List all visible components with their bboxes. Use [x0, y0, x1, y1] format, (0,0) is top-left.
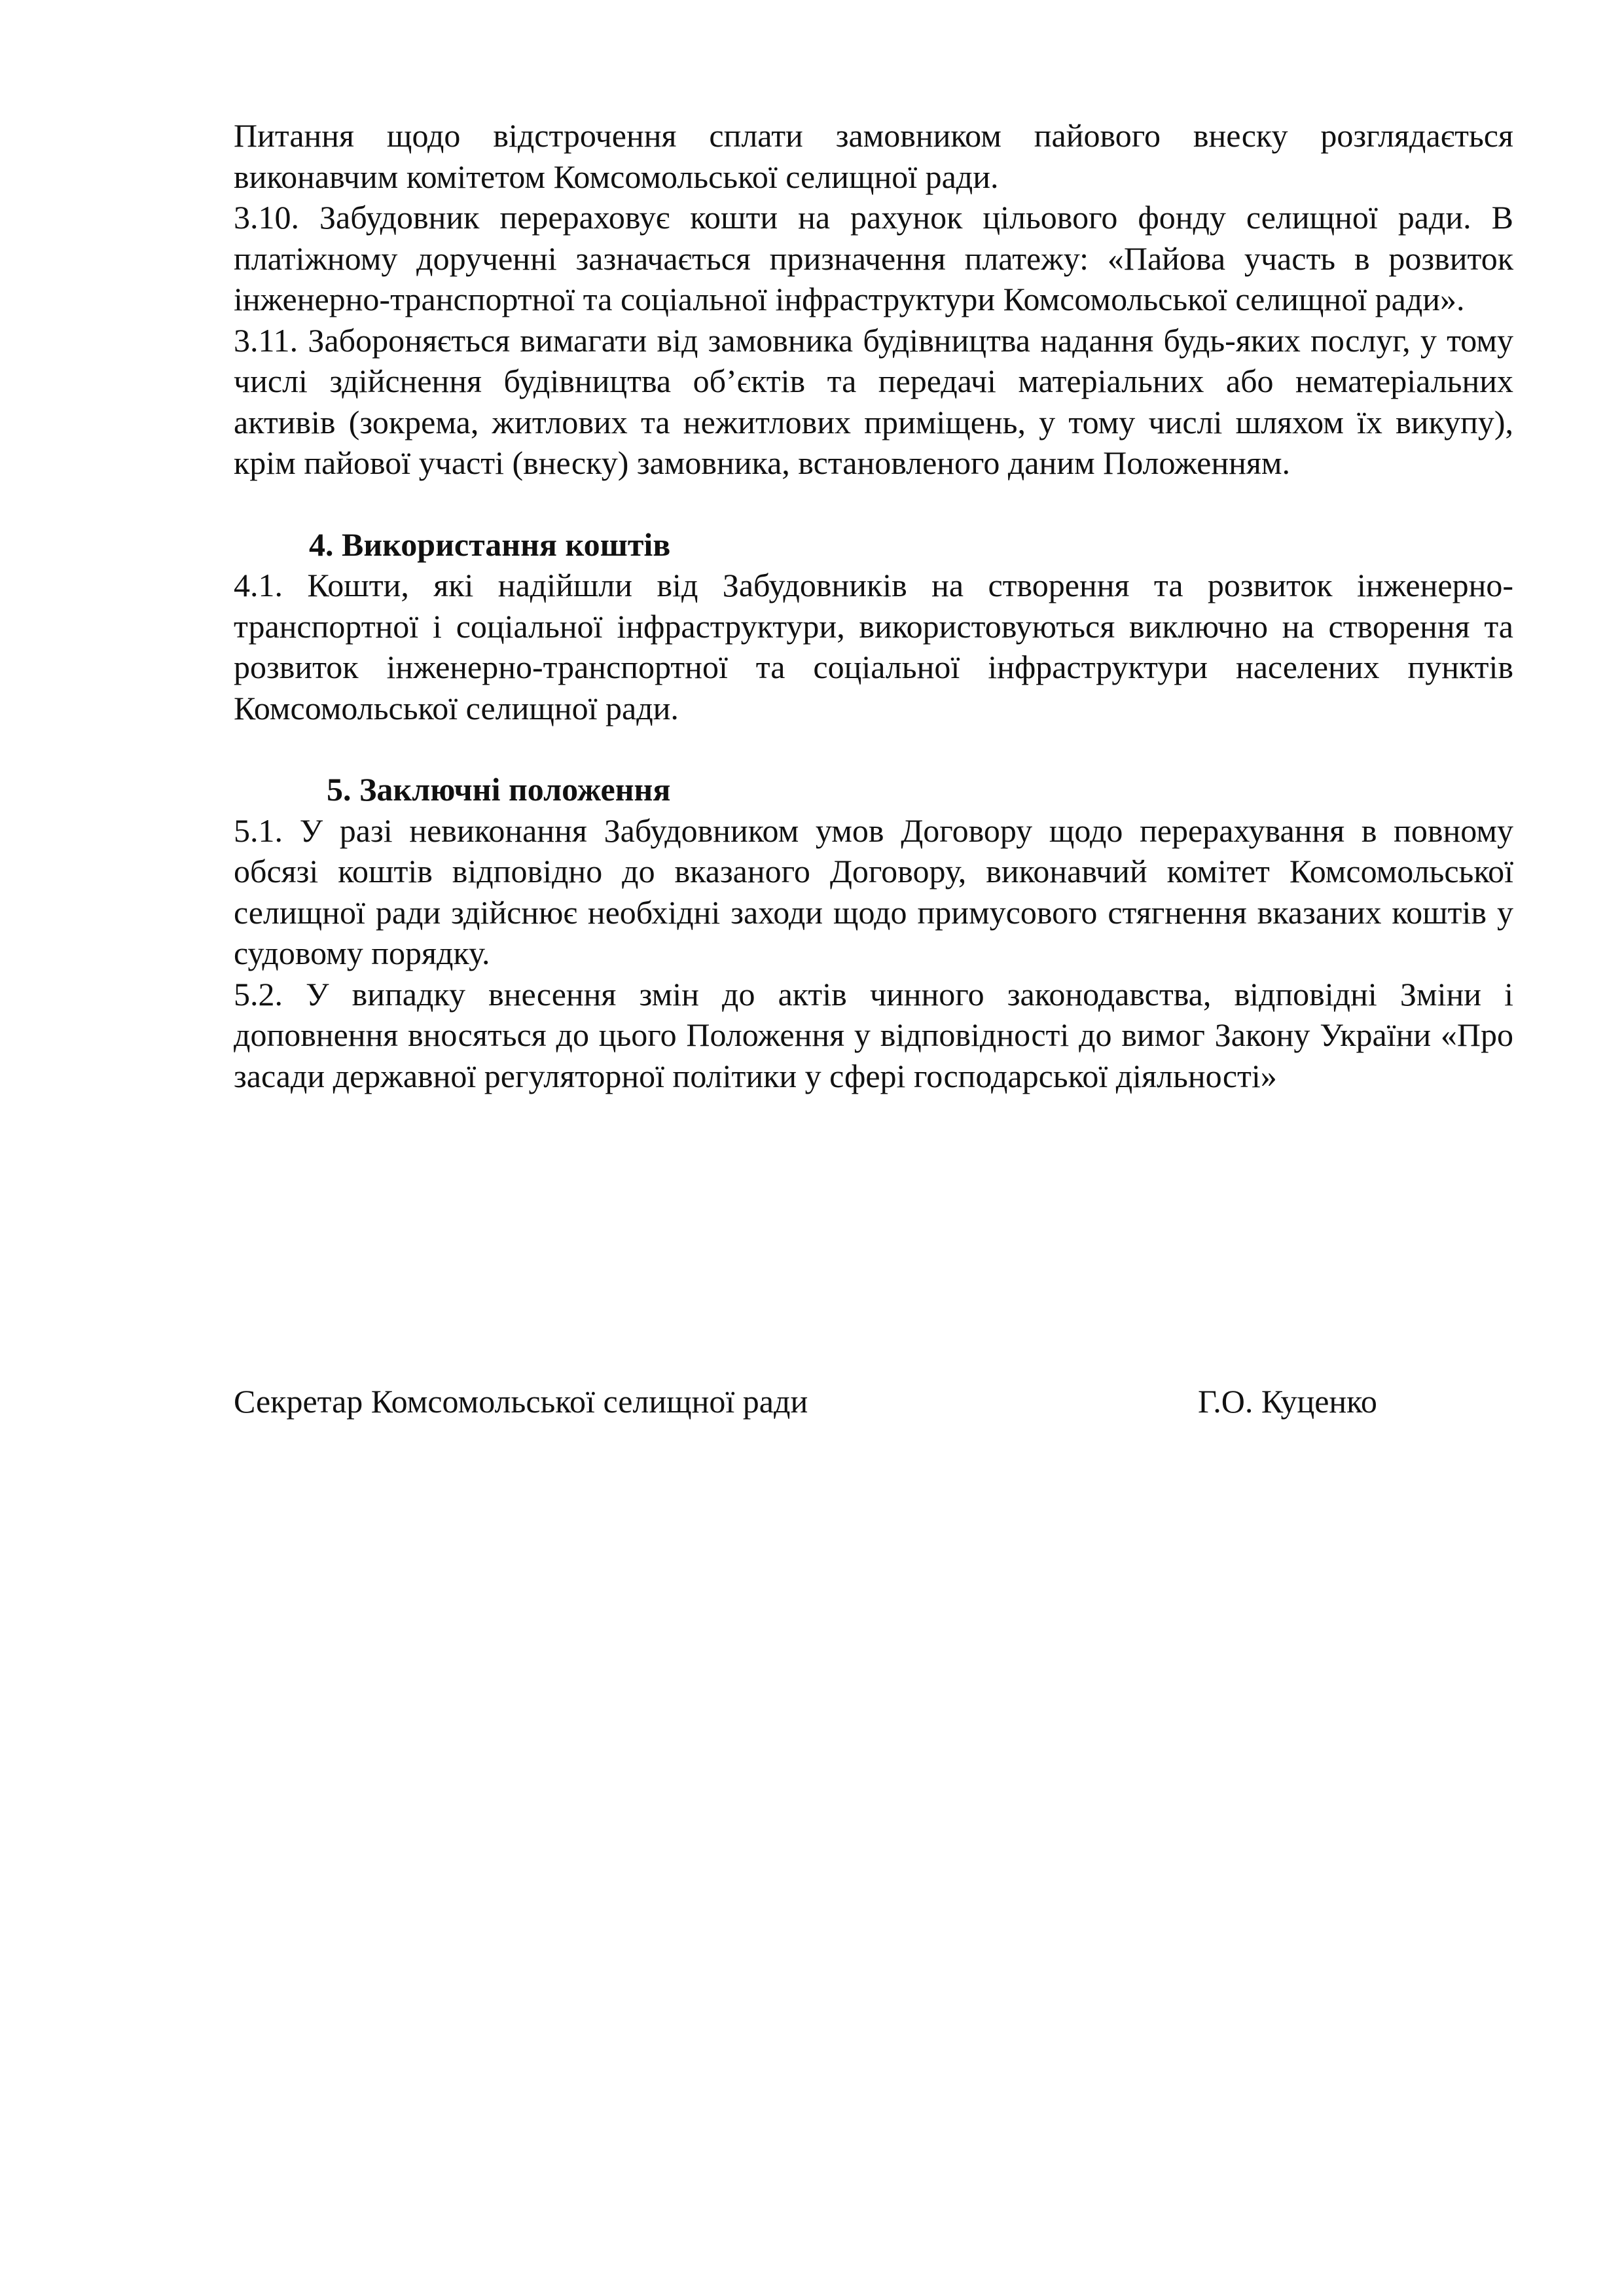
signatory-role: Секретар Комсомольської селищної ради	[234, 1383, 808, 1420]
paragraph-5-2: 5.2. У випадку внесення змін до актів чинного законодавства, відповідні Зміни і доповнення вносяться до цього Положення у відповідності до вимог Закону України «Про засади державної регуляторної політики у сфері господарської діяльності»	[234, 975, 1513, 1094]
section-5-heading: 5. Заключні положення	[327, 771, 671, 808]
paragraph-4-1: 4.1. Кошти, які надійшли від Забудовників на створення та розвиток інженерно-транспортної і соціальної інфраструктури, використовуються виключно на створення та розвиток інженерно-транспортної та соціальної інфраструктури населених пунктів Комсомольської селищної ради.	[234, 567, 1513, 726]
paragraph-3-10: 3.10. Забудовник перераховує кошти на рахунок цільового фонду селищної ради. В платіжному дорученні зазначається призначення платежу: «Пайова участь в розвиток інженерно-транспортної та соціальної інфраструктури Комсомольської селищної ради».	[234, 199, 1513, 317]
section-4-heading: 4. Використання коштів	[309, 526, 671, 563]
paragraph-3-11: 3.11. Забороняється вимагати від замовника будівництва надання будь-яких послуг, у тому числі здійснення будівництва об’єктів та передачі матеріальних або нематеріальних активів (зокрема, житлових та нежитлових приміщень, у тому числі шляхом їх викупу), крім пайової участі (внеску) замовника, встановленого даним Положенням.	[234, 321, 1513, 481]
paragraph-5-1: 5.1. У разі невиконання Забудовником умов Договору щодо перерахування в повному обсязі коштів відповідно до вказаного Договору, виконавчий комітет Комсомольської селищної ради здійснює необхідні заходи щодо примусового стягнення вказаних коштів у судовому порядку.	[234, 812, 1513, 971]
signatory-name: Г.О. Куценко	[1198, 1383, 1377, 1420]
paragraph-deferral: Питання щодо відстрочення сплати замовником пайового внеску розглядається виконавчим комітетом Комсомольської селищної ради.	[234, 117, 1513, 195]
document-body	[234, 115, 1513, 1096]
